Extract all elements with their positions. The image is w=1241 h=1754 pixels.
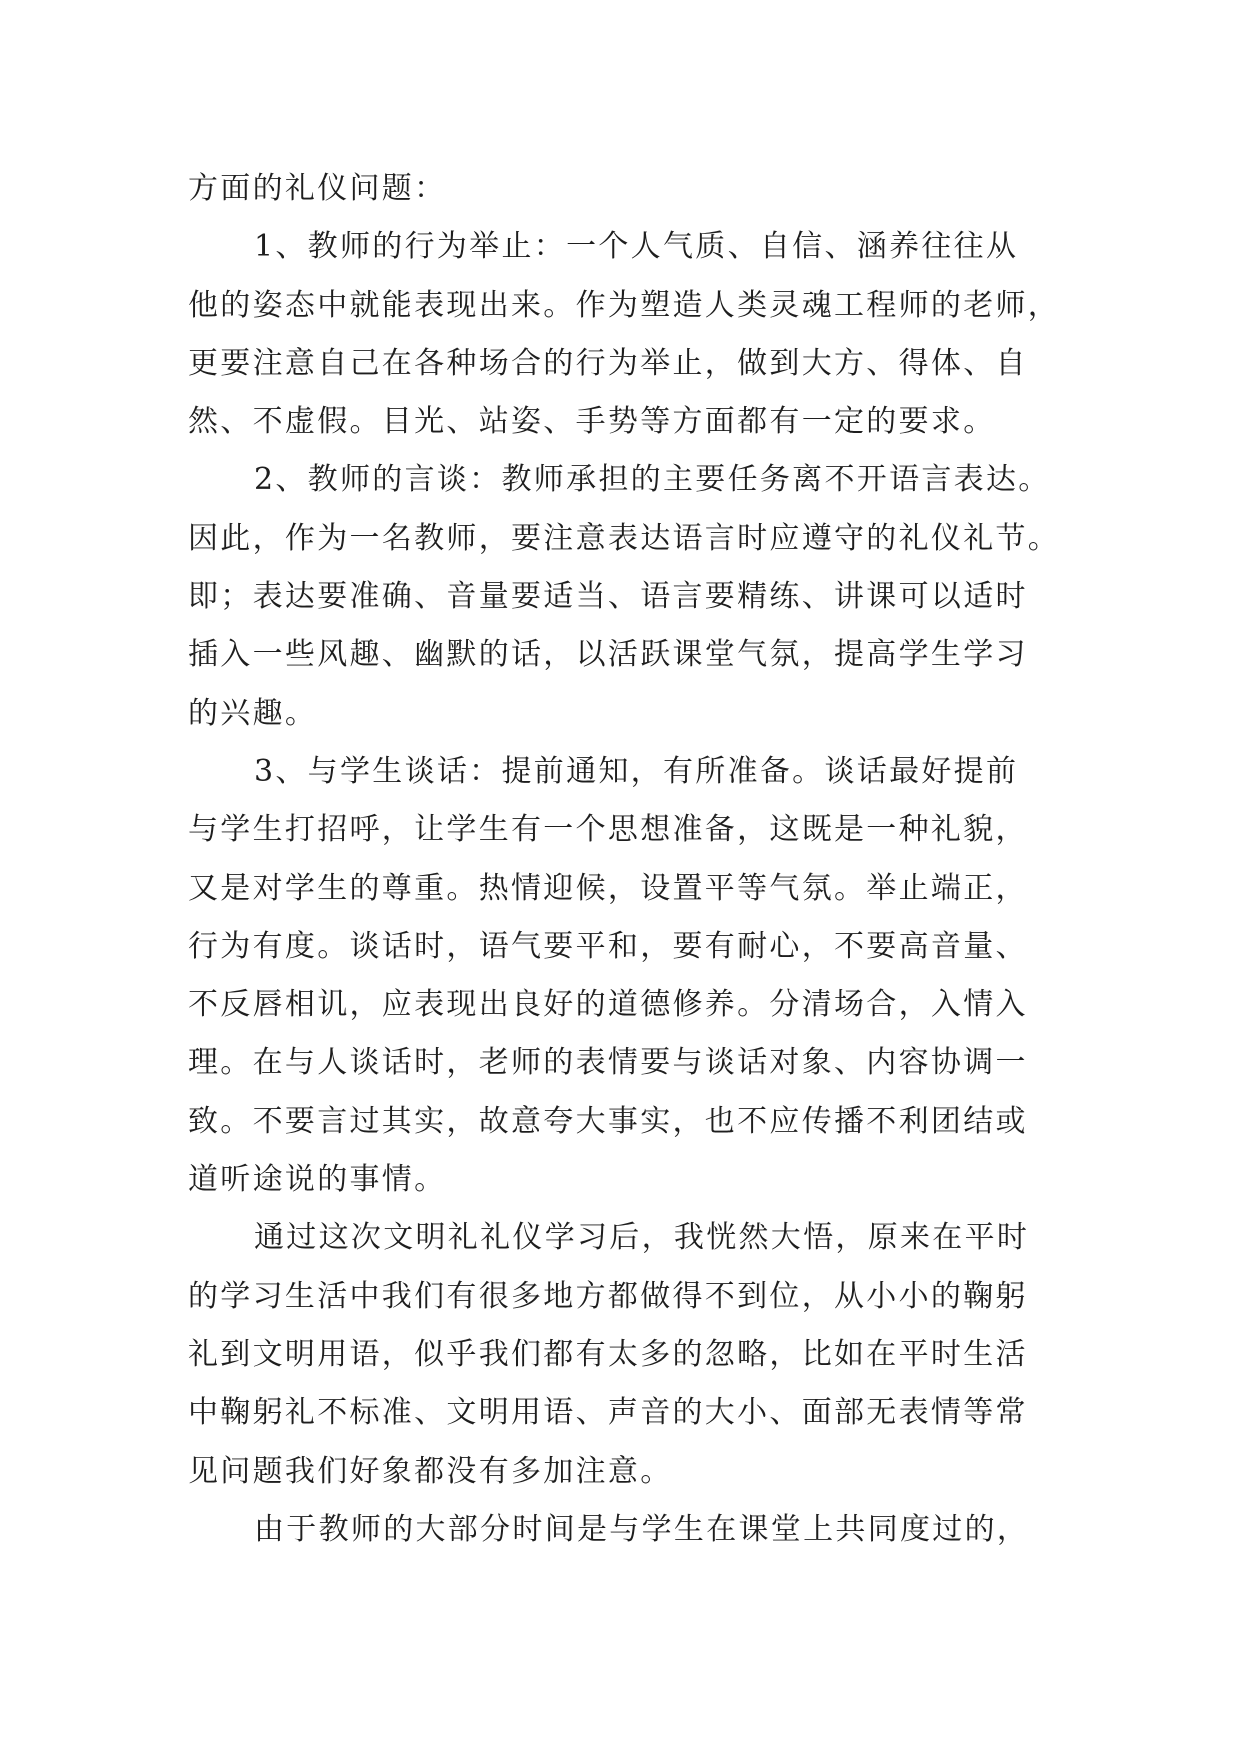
text-line: 理。在与人谈话时，老师的表情要与谈话对象、内容协调一 xyxy=(188,1045,1028,1081)
text-line: 又是对学生的尊重。热情迎候，设置平等气氛。举止端正， xyxy=(188,870,1028,906)
text-line: 更要注意自己在各种场合的行为举止，做到大方、得体、自 xyxy=(188,345,1028,381)
text-line: 不反唇相讥，应表现出良好的道德修养。分清场合，入情入 xyxy=(188,987,1028,1023)
text-line: 中鞠躬礼不标准、文明用语、声音的大小、面部无表情等常 xyxy=(188,1395,1028,1431)
text-line: 道听途说的事情。 xyxy=(188,1162,447,1198)
body-text xyxy=(188,160,1068,1559)
text-line: 行为有度。谈话时，语气要平和，要有耐心，不要高音量、 xyxy=(188,928,1028,964)
text-line: 礼到文明用语，似乎我们都有太多的忽略，比如在平时生活 xyxy=(188,1336,1028,1372)
paragraph-first-line: 通过这次文明礼礼仪学习后，我恍然大悟，原来在平时 xyxy=(254,1220,1030,1256)
text-line: 方面的礼仪问题： xyxy=(188,171,447,206)
text-line: 致。不要言过其实，故意夸大事实，也不应传播不利团结或 xyxy=(188,1103,1028,1139)
text-line: 即；表达要准确、音量要适当、语言要精练、讲课可以适时 xyxy=(188,579,1028,615)
text-line: 因此，作为一名教师，要注意表达语言时应遵守的礼仪礼节。 xyxy=(188,520,1061,556)
text-line: 见问题我们好象都没有多加注意。 xyxy=(188,1453,673,1489)
paragraph-first-line: 1、教师的行为举止：一个人气质、自信、涵养往往从 xyxy=(254,229,1019,265)
text-line: 然、不虚假。目光、站姿、手势等方面都有一定的要求。 xyxy=(188,404,996,440)
text-line: 的兴趣。 xyxy=(188,695,318,731)
text-line: 插入一些风趣、幽默的话，以活跃课堂气氛，提高学生学习 xyxy=(188,637,1028,673)
text-line: 与学生打招呼，让学生有一个思想准备，这既是一种礼貌， xyxy=(188,812,1028,848)
text-line: 他的姿态中就能表现出来。作为塑造人类灵魂工程师的老师， xyxy=(188,287,1061,323)
text-line: 的学习生活中我们有很多地方都做得不到位，从小小的鞠躬 xyxy=(188,1278,1028,1314)
paragraph-first-line: 由于教师的大部分时间是与学生在课堂上共同度过的， xyxy=(254,1511,1030,1547)
paragraph-first-line: 3、与学生谈话：提前通知，有所准备。谈话最好提前 xyxy=(254,753,1019,789)
paragraph-first-line: 2、教师的言谈：教师承担的主要任务离不开语言表达。 xyxy=(254,462,1051,498)
